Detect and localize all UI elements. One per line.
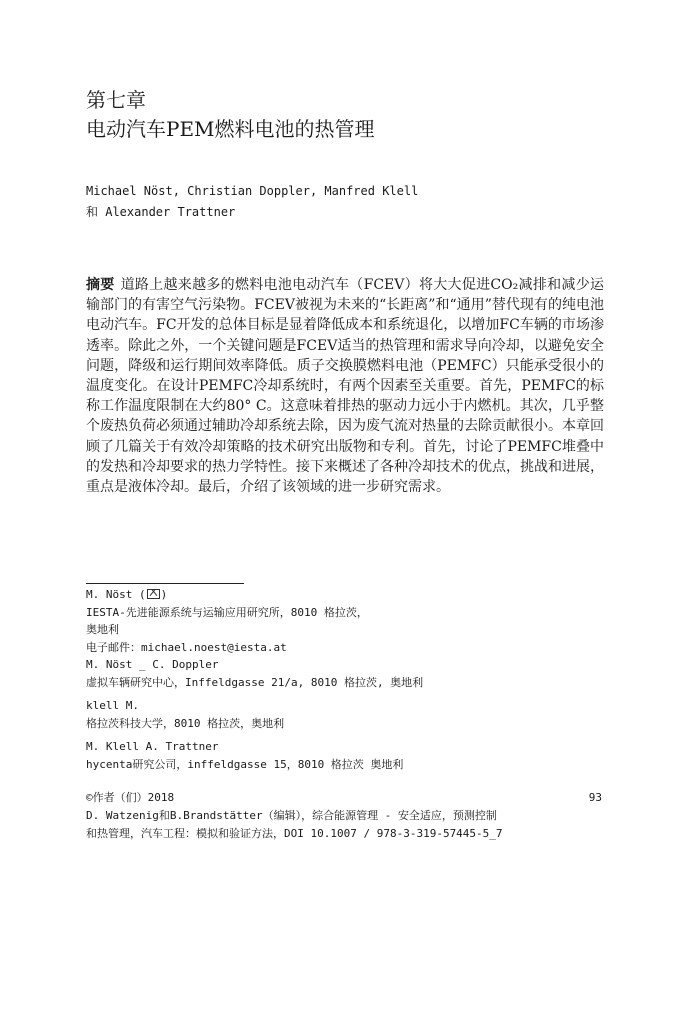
citation-line-2: 和热管理，汽车工程：模拟和验证方法，DOI 10.1007 / 978-3-319-57445-5_7 (86, 827, 503, 840)
author-line-1: Michael Nöst, Christian Doppler, Manfred Klell (86, 184, 419, 198)
copyright-block (86, 789, 602, 843)
affiliation-4-names: M. Klell A. Trattner (86, 740, 219, 753)
affiliation-1-name-text: M. Nöst ( (86, 588, 146, 601)
page-number: 93 (588, 791, 602, 804)
affiliation-1-line-1: IESTA-先进能源系统与运输应用研究所，8010 格拉茨， (86, 605, 368, 619)
copyright-line: ©作者（们）2018 (86, 791, 175, 804)
affiliation-2-names: M. Nöst _ C. Doppler (86, 658, 219, 671)
chapter-number: 第七章 (86, 88, 146, 112)
citation-line-1: D. Watzenig和B.Brandstätter（编辑），综合能源管理 - 安全适应，预测控制 (86, 809, 497, 822)
abstract-text: 道路上越来越多的燃料电池电动汽车（FCEV）将大大促进CO₂减排和减少运输部门的有害空气污染物。FCEV被视为未来的“长距离”和“通用”替代现有的纯电池电动汽车。FC开发的总体目标是显着降低成本和系统退化，以增加FC车辆的市场渗透率。除此之外，一个关键问题是FCEV适当的热管理和需求导向冷却，以避免安全问题，降级和运行期间效率降低。质子交换膜燃料电池（PEMFC）只能承受很小的温度变化。在设计PEMFC冷却系统时，有两个因素至关重要。首先，PEMFC的标称工作温度限制在大约80° C。这意味着排热的驱动力远小于内燃机。其次，几乎整个废热负荷必须通过辅助冷却系统去除，因为废气流对热量的去除贡献很小。本章回顾了几篇关于有效冷却策略的技术研究出版物和专利。首先，讨论了PEMFC堆叠中的发热和冷却要求的热力学特性。接下来概述了各种冷却技术的优点，挑战和进展，重点是液体冷却。最后，介绍了该领域的进一步研究需求。 (86, 277, 604, 496)
affiliation-3-name: klell M. (86, 699, 139, 712)
author-affiliations (86, 586, 606, 773)
author-list (86, 181, 606, 223)
affiliation-1-name-close: ) (160, 588, 168, 601)
affiliation-2-address: 虚拟车辆研究中心，Inffeldgasse 21/a, 8010 格拉茨, 奥地利 (86, 675, 424, 689)
chapter-title: 电动汽车PEM燃料电池的热管理 (86, 117, 375, 141)
affiliation-1-line-2: 奥地利 (86, 623, 119, 636)
affiliation-1-name (86, 586, 606, 604)
footnote-divider (86, 583, 244, 584)
abstract-label: 摘要 (86, 277, 115, 293)
abstract (86, 275, 604, 497)
envelope-icon (147, 589, 160, 599)
affiliation-4-address: hycenta研究公司，inffeldgasse 15，8010 格拉茨 奥地利 (86, 757, 404, 771)
affiliation-1-email: 电子邮件：michael.noest@iesta.at (86, 640, 287, 654)
affiliation-3-address: 格拉茨科技大学，8010 格拉茨，奥地利 (86, 716, 285, 730)
author-line-2: 和 Alexander Trattner (86, 205, 236, 219)
